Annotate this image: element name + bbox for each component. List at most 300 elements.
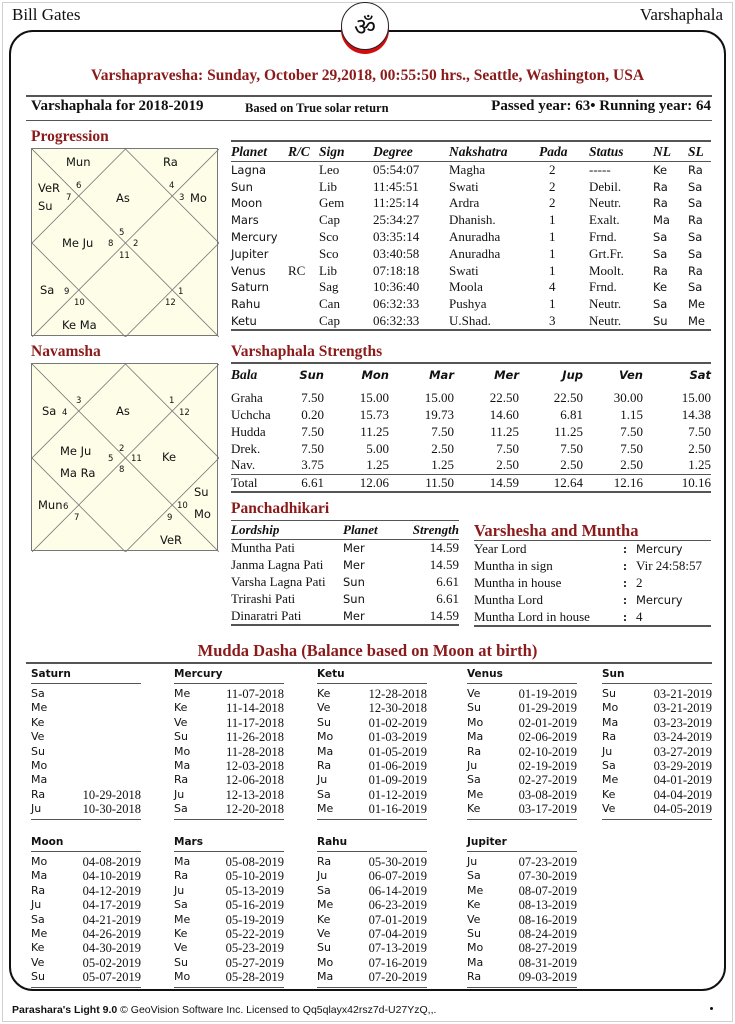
house-1-planets: As — [116, 404, 130, 418]
dasha-sub-lord: Ma — [174, 758, 191, 772]
panchadhikari-cell: Sun — [343, 592, 365, 606]
dasha-sub-lord: Ve — [174, 941, 188, 955]
dasha-date: 07-01-2019 — [368, 912, 427, 927]
dasha-sub-lord: Su — [317, 941, 331, 955]
strength-cell: 7.50 — [301, 440, 324, 456]
dasha-row — [317, 956, 427, 970]
dasha-row — [174, 869, 284, 883]
divider — [467, 819, 577, 820]
planet-cell: Grt.Fr. — [589, 245, 624, 261]
varshesha-row — [474, 541, 711, 558]
dasha-row — [467, 716, 577, 730]
varshesha-cell: : — [614, 609, 636, 626]
dasha-row — [31, 701, 141, 715]
strength-cell: 6.81 — [560, 406, 583, 422]
dasha-row — [317, 745, 427, 759]
dasha-sub-lord: Ve — [31, 730, 45, 744]
dasha-sub-lord: Ju — [467, 855, 478, 868]
strength-row — [231, 423, 711, 440]
sign-number: 4 — [62, 408, 68, 418]
sign-number: 2 — [133, 239, 139, 249]
sign-number: 11 — [119, 251, 130, 261]
table-header-row — [231, 141, 711, 162]
varshesha-cell: Muntha Lord in house — [474, 609, 614, 626]
planet-cell: 06:32:33 — [373, 296, 420, 312]
dasha-date: 12-28-2018 — [368, 687, 427, 701]
planet-row — [231, 195, 711, 212]
dasha-sub-lord: Ma — [174, 855, 191, 868]
strength-row — [231, 457, 711, 474]
strength-row — [231, 440, 711, 457]
panchadhikari-cell: Varsha Lagna Pati — [231, 574, 326, 589]
house-11-planets: Ke — [162, 450, 177, 464]
dasha-date: 01-16-2019 — [368, 802, 427, 817]
panchadhikari-cell: Mer — [343, 608, 401, 625]
strength-cell: 15.00 — [424, 389, 454, 405]
varshesha-row — [474, 592, 711, 609]
col-sign: Sign — [319, 141, 373, 162]
planet-cell — [288, 245, 319, 262]
dasha-date: 05-08-2019 — [225, 855, 284, 869]
sign-number: 5 — [108, 454, 114, 464]
strength-cell: 15.73 — [359, 406, 389, 422]
col-degree: Degree — [373, 141, 449, 162]
planet-cell: RC — [288, 262, 306, 278]
col-lordship: Lordship — [231, 521, 343, 540]
dasha-sub-lord: Ma — [467, 955, 484, 969]
dasha-sub-lord: Ra — [317, 758, 332, 772]
dasha-date: 08-27-2019 — [518, 941, 577, 956]
dasha-row — [317, 913, 427, 927]
varshesha-cell: 4 — [636, 609, 711, 626]
sign-number: 3 — [76, 396, 82, 406]
strength-cell: Uchcha — [231, 406, 271, 422]
dasha-row — [467, 759, 577, 773]
planet-cell — [288, 195, 319, 212]
dasha-lord: Jupiter — [467, 836, 577, 852]
strength-cell: 14.60 — [489, 406, 519, 422]
strength-total-cell: 14.59 — [454, 474, 519, 492]
mudda-dasha-block — [31, 668, 141, 820]
varshesha-row — [474, 558, 711, 575]
dasha-sub-lord: Sa — [174, 802, 188, 816]
dasha-row — [317, 941, 427, 955]
panchadhikari-row — [231, 540, 459, 557]
varshesha-cell: Muntha in sign — [474, 558, 553, 573]
strength-total-row — [231, 474, 711, 492]
dasha-sub-lord: Mo — [602, 701, 619, 715]
varshaphala-period: Varshaphala for 2018-2019 — [31, 98, 204, 114]
dasha-sub-lord: Ju — [467, 758, 478, 772]
planet-row — [231, 279, 711, 296]
planet-cell: Sa — [688, 246, 703, 261]
dasha-sub-lord: Ve — [602, 802, 616, 816]
dasha-row — [467, 687, 577, 701]
planet-cell: Jupiter — [231, 246, 269, 261]
dasha-date: 04-04-2019 — [653, 787, 712, 802]
col-pada: Pada — [539, 141, 589, 162]
dasha-sub-lord: Su — [467, 701, 481, 715]
planet-cell: Lib — [319, 178, 338, 194]
dasha-date: 01-03-2019 — [368, 730, 427, 745]
dasha-row — [31, 970, 141, 984]
dasha-sub-lord: Me — [174, 912, 191, 926]
dasha-row — [317, 687, 427, 701]
dasha-sub-lord: Me — [31, 926, 48, 940]
dasha-sub-lord: Ra — [602, 730, 617, 744]
strength-cell: 7.50 — [301, 423, 324, 439]
dasha-sub-lord: Su — [31, 970, 45, 984]
strength-cell: Hudda — [231, 423, 266, 439]
dasha-sub-lord: Ve — [317, 926, 331, 940]
dasha-sub-lord: Me — [467, 883, 484, 897]
dasha-date: 07-20-2019 — [368, 970, 427, 985]
house-2-planets: Mun — [66, 155, 91, 169]
planet-cell: Sa — [688, 280, 703, 295]
dasha-date: 02-19-2019 — [518, 758, 577, 773]
dasha-sub-lord: Ve — [174, 715, 188, 729]
dasha-row — [174, 716, 284, 730]
strength-cell: 11.25 — [490, 423, 519, 439]
panchadhikari-row — [231, 557, 459, 574]
dasha-date: 05-28-2019 — [225, 970, 284, 985]
dasha-sub-lord: Su — [317, 715, 331, 729]
planet-row — [231, 296, 711, 313]
mudda-dasha-title: Mudda Dasha (Balance based on Moon at birth) — [197, 641, 538, 660]
dasha-row — [317, 898, 427, 912]
planet-cell: Neutr. — [589, 296, 622, 312]
planet-cell: Cap — [319, 313, 373, 330]
dasha-row — [31, 898, 141, 912]
dasha-sub-lord: Sa — [31, 912, 45, 926]
dasha-row — [467, 745, 577, 759]
col-ven: Ven — [583, 363, 643, 389]
dasha-sub-lord: Sa — [31, 687, 45, 700]
varshesha-cell: Mercury — [636, 593, 683, 607]
strength-total-cell: 12.64 — [519, 474, 583, 492]
sign-number: 1 — [178, 287, 184, 297]
sign-number: 9 — [167, 513, 173, 523]
dasha-row — [31, 956, 141, 970]
varshesha-cell: Year Lord — [474, 541, 614, 558]
year-count: Passed year: 63• Running year: 64 — [491, 98, 711, 114]
dasha-sub-lord: Ke — [602, 787, 616, 801]
strength-cell: 5.00 — [366, 440, 389, 456]
sign-number: 2 — [119, 444, 125, 454]
panchadhikari-row — [231, 608, 459, 625]
panchadhikari-cell: 6.61 — [436, 591, 459, 606]
dasha-lord: Venus — [467, 668, 577, 684]
dasha-row — [31, 913, 141, 927]
dasha-date: 04-05-2019 — [653, 802, 712, 817]
dasha-date: 08-16-2019 — [518, 912, 577, 927]
panchadhikari-cell: Sun — [343, 575, 365, 589]
planet-cell: Sa — [688, 179, 703, 194]
strength-cell: 30.00 — [613, 389, 643, 405]
planet-cell: Sco — [319, 229, 339, 245]
dasha-row — [317, 970, 427, 984]
planet-cell: Ra — [653, 196, 668, 211]
dasha-date: 07-13-2019 — [368, 941, 427, 956]
dasha-lord: Mars — [174, 836, 284, 852]
table-header-row — [231, 521, 459, 540]
strength-cell: 7.50 — [560, 440, 583, 456]
dasha-row — [31, 869, 141, 883]
dasha-row — [317, 730, 427, 744]
dasha-date: 01-06-2019 — [368, 758, 427, 773]
sign-number: 4 — [169, 181, 175, 191]
sign-number: 10 — [177, 501, 188, 511]
panchadhikari-table — [231, 520, 459, 626]
dasha-date: 09-03-2019 — [518, 970, 577, 985]
dasha-row — [174, 759, 284, 773]
planet-cell: Moola — [449, 279, 483, 295]
sign-number: 9 — [64, 287, 70, 297]
dasha-date: 04-30-2019 — [82, 941, 141, 956]
planet-cell: Moolt. — [589, 262, 625, 278]
dasha-row — [467, 802, 577, 816]
strength-cell: 15.00 — [681, 389, 711, 405]
divider — [467, 987, 577, 988]
dasha-date: 05-02-2019 — [82, 955, 141, 970]
dasha-row — [467, 927, 577, 941]
dasha-sub-lord: Ju — [31, 802, 42, 816]
dasha-row — [31, 730, 141, 744]
dasha-row — [467, 884, 577, 898]
dasha-row — [174, 898, 284, 912]
house-10-planets: Su Mo — [194, 485, 211, 521]
dasha-date: 04-10-2019 — [82, 869, 141, 884]
planet-cell: Dhanish. — [449, 212, 496, 228]
planet-cell: Me — [688, 297, 705, 312]
dasha-sub-lord: Su — [467, 926, 481, 940]
planet-cell: 1 — [549, 245, 556, 261]
house-6-planets: Ke Ma — [62, 318, 97, 332]
strength-cell: 7.50 — [620, 423, 643, 439]
planet-cell: Mercury — [231, 230, 278, 245]
strength-row — [231, 389, 711, 406]
varshesha-cell: : — [614, 541, 636, 558]
dasha-row — [317, 884, 427, 898]
divider — [26, 120, 712, 121]
divider — [26, 95, 712, 97]
planet-cell: Neutr. — [589, 195, 622, 211]
planet-cell: 2 — [549, 162, 556, 178]
dasha-lord: Saturn — [31, 668, 141, 684]
strength-cell: 14.38 — [681, 406, 711, 422]
dasha-date: 08-24-2019 — [518, 926, 577, 941]
dasha-date: 11-14-2018 — [226, 701, 284, 716]
planet-cell: Ra — [688, 213, 703, 228]
varshesha-table — [474, 540, 711, 627]
dasha-row — [174, 941, 284, 955]
footer — [12, 1004, 436, 1016]
dasha-sub-lord: Mo — [467, 715, 484, 729]
sign-number: 5 — [119, 228, 125, 238]
planet-row — [231, 245, 711, 262]
dasha-row — [602, 802, 712, 816]
varshesha-title: Varshesha and Muntha — [474, 521, 639, 540]
planet-cell: Swati — [449, 262, 479, 278]
dasha-sub-lord: Ve — [467, 912, 481, 926]
dasha-date: 03-29-2019 — [653, 758, 712, 773]
strength-cell: 1.15 — [620, 406, 643, 422]
dasha-date: 05-30-2019 — [368, 855, 427, 869]
col-bala: Bala — [231, 363, 291, 389]
divider — [31, 819, 141, 820]
dasha-sub-lord: Mo — [317, 730, 334, 744]
dasha-date: 05-13-2019 — [225, 883, 284, 898]
dasha-date: 05-07-2019 — [82, 970, 141, 985]
strength-total-cell: 12.16 — [583, 474, 643, 492]
dasha-date: 01-19-2019 — [518, 687, 577, 701]
planet-cell — [288, 212, 319, 229]
dasha-date: 02-06-2019 — [518, 730, 577, 745]
planet-cell — [288, 279, 319, 296]
planet-cell: Debil. — [589, 178, 622, 194]
planet-cell: Sco — [319, 245, 339, 261]
dasha-date: 06-23-2019 — [368, 898, 427, 913]
sign-number: 10 — [74, 298, 85, 308]
dasha-lord: Ketu — [317, 668, 427, 684]
planet-cell — [288, 313, 319, 330]
dasha-lord: Sun — [602, 668, 712, 684]
report-kind: Varshaphala — [639, 5, 723, 24]
dasha-row — [31, 759, 141, 773]
house-9-planets: VeR — [160, 533, 183, 547]
dasha-sub-lord: Ra — [31, 883, 46, 897]
dasha-date: 10-30-2018 — [82, 802, 141, 817]
planet-cell: Swati — [449, 178, 479, 194]
dasha-row — [602, 773, 712, 787]
planet-cell: Neutr. — [589, 313, 653, 330]
dasha-date: 07-23-2019 — [518, 855, 577, 869]
dasha-sub-lord: Me — [467, 787, 484, 801]
divider — [317, 819, 427, 820]
dasha-row — [467, 956, 577, 970]
dasha-date: 06-14-2019 — [368, 883, 427, 898]
planet-cell: Can — [319, 296, 340, 312]
sign-number: 6 — [63, 502, 69, 512]
dasha-date: 04-26-2019 — [82, 926, 141, 941]
dasha-row — [602, 745, 712, 759]
varshesha-cell: : — [622, 592, 628, 607]
dasha-date: 07-04-2019 — [368, 926, 427, 941]
dasha-date: 05-16-2019 — [225, 898, 284, 913]
dasha-date: 05-22-2019 — [225, 926, 284, 941]
divider — [317, 987, 427, 988]
dasha-row — [317, 788, 427, 802]
dasha-date: 03-17-2019 — [518, 802, 577, 817]
mudda-dasha-block — [602, 668, 712, 820]
dasha-date: 02-27-2019 — [518, 773, 577, 788]
planet-cell: 1 — [549, 262, 556, 278]
dasha-sub-lord: Mo — [317, 955, 334, 969]
planet-cell: Moon — [231, 196, 263, 211]
dasha-sub-lord: Ra — [31, 787, 46, 801]
col-nakshatra: Nakshatra — [449, 141, 539, 162]
dasha-row — [31, 927, 141, 941]
planet-cell: Anuradha — [449, 245, 501, 261]
strengths-title: Varshaphala Strengths — [231, 343, 383, 360]
dasha-date: 03-27-2019 — [653, 744, 712, 759]
dasha-row — [602, 687, 712, 701]
dasha-row — [602, 716, 712, 730]
dasha-sub-lord: Ke — [467, 802, 481, 816]
col-planet: Planet — [343, 521, 401, 540]
strength-cell: 7.50 — [496, 440, 519, 456]
dasha-sub-lord: Ju — [602, 744, 613, 758]
house-3-planets: VeR Su — [38, 181, 61, 213]
dasha-row — [174, 970, 284, 984]
planet-cell: Su — [653, 313, 688, 330]
dasha-sub-lord: Sa — [467, 773, 481, 787]
dasha-date: 04-08-2019 — [82, 855, 141, 869]
house-1-planets: As — [116, 191, 130, 205]
product-name: Parashara's Light 9.0 — [12, 1004, 118, 1016]
divider — [174, 987, 284, 988]
panchadhikari-cell: 6.61 — [436, 574, 459, 589]
dasha-date: 02-01-2019 — [518, 715, 577, 730]
planet-cell: Me — [688, 313, 711, 330]
planet-cell — [288, 162, 319, 179]
col-mar: Mar — [389, 363, 454, 389]
dasha-date: 11-26-2018 — [226, 730, 284, 745]
dasha-sub-lord: Ju — [317, 773, 328, 787]
strength-cell: 7.50 — [688, 423, 711, 439]
dasha-date: 04-01-2019 — [653, 773, 712, 788]
dasha-row — [31, 941, 141, 955]
dasha-row — [317, 855, 427, 869]
planet-cell: Frnd. — [589, 229, 617, 245]
planet-cell: Magha — [449, 162, 486, 178]
dasha-row — [174, 956, 284, 970]
planet-cell: 05:54:07 — [373, 162, 420, 178]
dasha-sub-lord: Ju — [31, 898, 42, 912]
dasha-row — [174, 730, 284, 744]
panchadhikari-cell: 14.59 — [401, 608, 459, 625]
varshesha-cell: Muntha Lord — [474, 592, 543, 607]
dasha-row — [467, 701, 577, 715]
planet-cell — [288, 296, 319, 313]
dasha-row — [174, 745, 284, 759]
col-nl: NL — [653, 141, 688, 162]
dasha-sub-lord: Ra — [467, 744, 482, 758]
dasha-date: 03-23-2019 — [653, 715, 712, 730]
planet-cell: 06:32:33 — [373, 313, 449, 330]
strength-cell: 3.75 — [301, 457, 324, 473]
planet-cell: Cap — [319, 212, 340, 228]
divider — [31, 987, 141, 988]
dasha-sub-lord: Mo — [31, 758, 48, 772]
dasha-date: 12-06-2018 — [225, 773, 284, 788]
planet-cell: 1 — [549, 229, 556, 245]
strength-cell: 1.25 — [431, 457, 454, 473]
dasha-sub-lord: Mo — [467, 941, 484, 955]
sign-number: 3 — [179, 193, 185, 203]
native-name: Bill Gates — [12, 5, 81, 24]
dasha-row — [317, 802, 427, 816]
dasha-sub-lord: Ke — [467, 898, 481, 912]
dasha-sub-lord: Ra — [174, 869, 189, 883]
panchadhikari-title: Panchadhikari — [231, 500, 330, 517]
house-11-planets: Mo — [190, 191, 207, 205]
dasha-sub-lord: Ju — [174, 787, 185, 801]
dasha-date: 05-10-2019 — [225, 869, 284, 884]
dasha-row — [31, 802, 141, 816]
dasha-date: 11-17-2018 — [226, 715, 284, 730]
col-rc: R/C — [288, 141, 319, 162]
